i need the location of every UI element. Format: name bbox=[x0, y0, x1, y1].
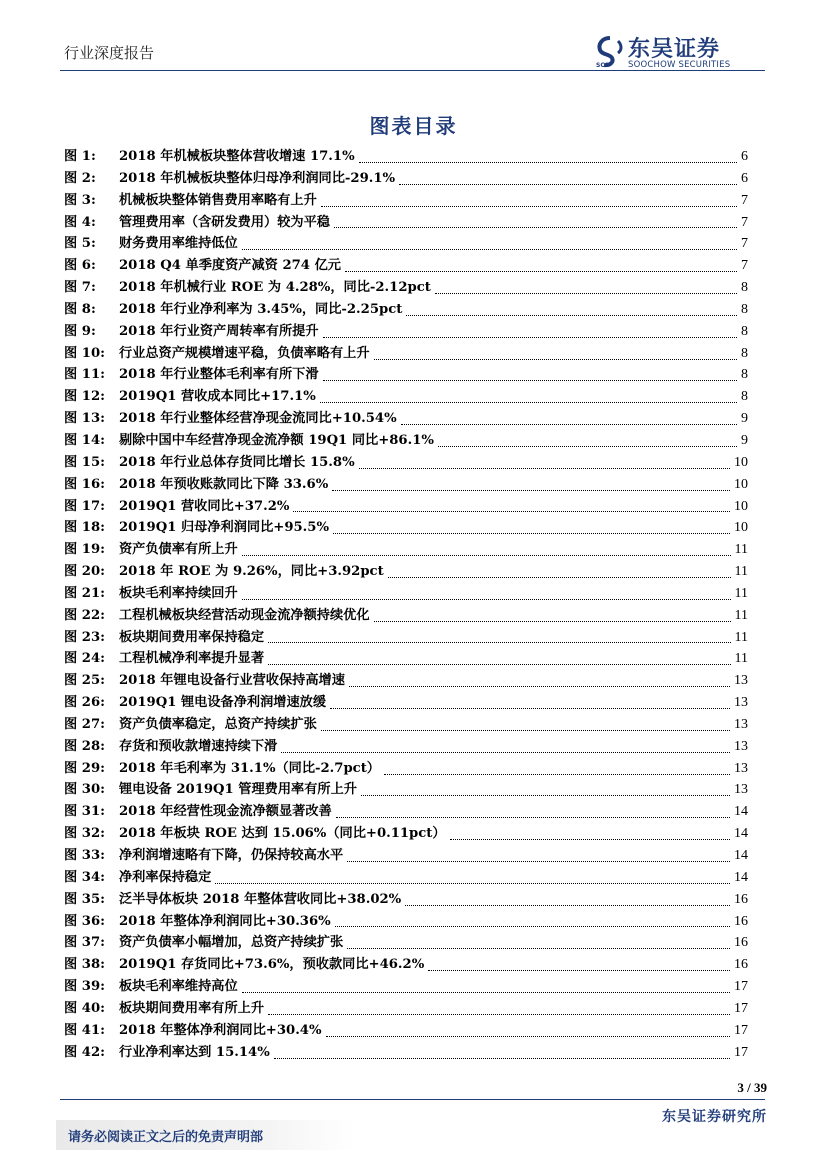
logo-english-name: SOOCHOW SECURITIES bbox=[628, 60, 731, 70]
toc-entry[interactable] bbox=[64, 889, 748, 911]
toc-dot-leader bbox=[242, 546, 731, 556]
toc-entry-title[interactable]: 资产负债率有所上升 bbox=[119, 542, 238, 558]
toc-entry-title[interactable]: 2018 年整体净利润同比+30.36% bbox=[119, 913, 331, 929]
toc-entry-title[interactable]: 2018 年行业整体经营净现金流同比+10.54% bbox=[119, 411, 397, 427]
toc-entry-label: 图 1: bbox=[64, 149, 96, 164]
toc-entry-page[interactable]: 17 bbox=[734, 979, 748, 995]
toc-entry-title[interactable]: 2018 年行业整体毛利率有所下滑 bbox=[119, 367, 319, 383]
toc-entry-page[interactable]: 10 bbox=[734, 476, 748, 492]
toc-entry-title[interactable]: 行业总资产规模增速平稳，负债率略有上升 bbox=[119, 345, 370, 361]
toc-entry-label: 图 11: bbox=[64, 367, 105, 383]
toc-entry-label: 图 6: bbox=[64, 258, 96, 274]
toc-entry[interactable] bbox=[64, 911, 748, 933]
toc-entry[interactable] bbox=[64, 1042, 748, 1064]
toc-entry-title[interactable]: 板块期间费用率有所上升 bbox=[119, 1000, 265, 1016]
toc-entry-page[interactable]: 11 bbox=[734, 542, 748, 558]
toc-entry-page[interactable]: 17 bbox=[734, 1044, 748, 1060]
toc-dot-leader bbox=[268, 1005, 730, 1015]
toc-dot-leader bbox=[242, 983, 730, 993]
toc-entry-page[interactable]: 8 bbox=[741, 280, 748, 296]
toc-entry-title[interactable]: 2018 年机械板块整体归母净利润同比-29.1% bbox=[119, 170, 396, 186]
toc-entry[interactable] bbox=[64, 583, 748, 605]
toc-entry-label: 图 7: bbox=[64, 280, 96, 296]
toc-entry-label: 图 34: bbox=[64, 869, 105, 885]
toc-dot-leader bbox=[374, 612, 731, 622]
toc-entry-title[interactable]: 2018 年行业资产周转率有所提升 bbox=[119, 323, 319, 339]
toc-entry-title[interactable]: 2019Q1 营收成本同比+17.1% bbox=[119, 389, 316, 405]
toc-entry-page[interactable]: 7 bbox=[741, 192, 748, 208]
toc-entry-page[interactable]: 9 bbox=[741, 432, 748, 448]
toc-dot-leader bbox=[450, 830, 730, 840]
toc-dot-leader bbox=[242, 240, 737, 250]
toc-entry-label: 图 32: bbox=[64, 826, 105, 842]
toc-entry-label: 图 15: bbox=[64, 454, 105, 470]
toc-entry-label: 图 16: bbox=[64, 476, 105, 492]
toc-entry-label: 图 22: bbox=[64, 607, 105, 623]
toc-entry-title[interactable]: 2018 年毛利率为 31.1%（同比-2.7pct） bbox=[119, 760, 380, 776]
toc-dot-leader bbox=[323, 328, 737, 338]
toc-entry-title[interactable]: 2019Q1 营收同比+37.2% bbox=[119, 498, 290, 514]
toc-entry-page[interactable]: 13 bbox=[734, 695, 748, 711]
toc-entry-title[interactable]: 板块毛利率持续回升 bbox=[119, 585, 238, 601]
toc-entry[interactable] bbox=[64, 954, 748, 976]
toc-dot-leader bbox=[347, 939, 730, 949]
toc-entry-label: 图 27: bbox=[64, 716, 105, 732]
toc-entry[interactable] bbox=[64, 648, 748, 670]
toc-entry-label: 图 21: bbox=[64, 585, 105, 601]
toc-dot-leader bbox=[281, 743, 730, 753]
toc-dot-leader bbox=[345, 262, 737, 272]
toc-entry-page[interactable]: 10 bbox=[734, 498, 748, 514]
toc-entry-page[interactable]: 8 bbox=[741, 389, 748, 405]
toc-dot-leader bbox=[334, 218, 737, 228]
toc-entry-page[interactable]: 11 bbox=[734, 629, 748, 645]
toc-dot-leader bbox=[359, 459, 730, 469]
toc-entry-page[interactable]: 13 bbox=[734, 782, 748, 798]
toc-dot-leader bbox=[406, 306, 737, 316]
toc-entry[interactable] bbox=[64, 779, 748, 801]
document-type-label: 行业深度报告 bbox=[64, 44, 155, 62]
footer-disclaimer: 请务必阅读正文之后的免责声明部 bbox=[68, 1130, 264, 1145]
toc-entry[interactable] bbox=[64, 168, 748, 190]
toc-entry-title[interactable]: 2018 年经营性现金流净额显著改善 bbox=[119, 804, 332, 820]
toc-entry-title[interactable]: 2018 年行业净利率为 3.45%，同比-2.25pct bbox=[119, 301, 403, 317]
toc-entry-title[interactable]: 财务费用率维持低位 bbox=[119, 236, 238, 252]
toc-entry-label: 图 19: bbox=[64, 542, 105, 558]
toc-entry-page[interactable]: 11 bbox=[734, 607, 748, 623]
toc-dot-leader bbox=[326, 1027, 731, 1037]
toc-entry-label: 图 26: bbox=[64, 695, 105, 711]
toc-entry[interactable] bbox=[64, 517, 748, 539]
toc-dot-leader bbox=[359, 153, 737, 163]
toc-entry-page[interactable]: 11 bbox=[734, 564, 748, 580]
toc-entry-title[interactable]: 工程机械板块经营活动现金流净额持续优化 bbox=[119, 607, 370, 623]
toc-dot-leader bbox=[333, 524, 730, 534]
toc-entry-label: 图 25: bbox=[64, 673, 105, 689]
toc-entry[interactable] bbox=[64, 474, 748, 496]
toc-entry-title[interactable]: 2018 年板块 ROE 达到 15.06%（同比+0.11pct） bbox=[119, 826, 446, 842]
toc-entry-label: 图 3: bbox=[64, 192, 96, 208]
toc-dot-leader bbox=[399, 175, 737, 185]
toc-entry[interactable] bbox=[64, 190, 748, 212]
toc-entry[interactable] bbox=[64, 277, 748, 299]
toc-entry[interactable] bbox=[64, 496, 748, 518]
toc-entry[interactable] bbox=[64, 976, 748, 998]
toc-entry-page[interactable]: 6 bbox=[741, 170, 748, 186]
toc-entry-title[interactable]: 板块期间费用率保持稳定 bbox=[119, 629, 265, 645]
toc-entry[interactable] bbox=[64, 321, 748, 343]
toc-dot-leader bbox=[274, 1049, 730, 1059]
toc-entry-title[interactable]: 净利润增速略有下降，仍保持较高水平 bbox=[119, 848, 344, 863]
toc-dot-leader bbox=[320, 393, 737, 403]
page-number: 3 / 39 bbox=[737, 1080, 767, 1095]
toc-entry-label: 图 9: bbox=[64, 323, 96, 339]
toc-entry-title[interactable]: 资产负债率稳定，总资产持续扩张 bbox=[119, 716, 317, 732]
toc-entry-label: 图 39: bbox=[64, 979, 105, 995]
toc-entry-title[interactable]: 管理费用率（含研发费用）较为平稳 bbox=[119, 214, 330, 230]
toc-entry[interactable] bbox=[64, 539, 748, 561]
toc-entry-label: 图 30: bbox=[64, 782, 105, 798]
toc-entry-title[interactable]: 板块毛利率维持高位 bbox=[119, 979, 238, 995]
logo-mark-text: SCS bbox=[596, 62, 610, 69]
toc-entry-page[interactable]: 13 bbox=[734, 716, 748, 732]
toc-entry-page[interactable]: 8 bbox=[741, 345, 748, 361]
toc-entry-title[interactable]: 工程机械净利率提升显著 bbox=[119, 651, 265, 667]
toc-entry[interactable] bbox=[64, 408, 748, 430]
toc-entry-label: 图 20: bbox=[64, 564, 105, 580]
toc-entry-label: 图 8: bbox=[64, 301, 96, 317]
footer-divider bbox=[60, 1099, 765, 1100]
toc-entry-label: 图 33: bbox=[64, 848, 105, 863]
toc-entry-title[interactable]: 2018 年机械行业 ROE 为 4.28%，同比-2.12pct bbox=[119, 280, 431, 296]
toc-dot-leader bbox=[332, 481, 730, 491]
toc-entry-label: 图 13: bbox=[64, 411, 105, 427]
header-divider bbox=[60, 70, 765, 71]
toc-entry-page[interactable]: 13 bbox=[734, 760, 748, 776]
toc-entry[interactable] bbox=[64, 627, 748, 649]
toc-entry-page[interactable]: 13 bbox=[734, 738, 748, 754]
toc-entry-page[interactable]: 11 bbox=[734, 651, 748, 667]
toc-title: 图表目录 bbox=[369, 114, 458, 138]
toc-entry-label: 图 37: bbox=[64, 935, 105, 951]
toc-entry[interactable] bbox=[64, 605, 748, 627]
toc-dot-leader bbox=[349, 677, 730, 687]
toc-entry-title[interactable]: 存货和预收款增速持续下滑 bbox=[119, 738, 278, 754]
toc-entry[interactable] bbox=[64, 364, 748, 386]
toc-dot-leader bbox=[336, 808, 730, 818]
toc-entry-page[interactable]: 17 bbox=[734, 1022, 748, 1038]
toc-entry-page[interactable]: 16 bbox=[734, 957, 748, 973]
toc-entry-label: 图 28: bbox=[64, 738, 105, 754]
toc-entry-label: 图 24: bbox=[64, 651, 105, 667]
toc-entry-page[interactable]: 10 bbox=[734, 454, 748, 470]
toc-entry-title[interactable]: 2018 年预收账款同比下降 33.6% bbox=[119, 476, 329, 492]
toc-entry-title[interactable]: 2018 年整体净利润同比+30.4% bbox=[119, 1022, 322, 1038]
toc-entry-title[interactable]: 2018 年机械板块整体营收增速 17.1% bbox=[119, 149, 355, 164]
toc-dot-leader bbox=[330, 699, 730, 709]
toc-entry[interactable] bbox=[64, 692, 748, 714]
toc-dot-leader bbox=[347, 852, 730, 862]
toc-entry-label: 图 41: bbox=[64, 1022, 105, 1038]
toc-entry-title[interactable]: 行业净利率达到 15.14% bbox=[119, 1044, 270, 1060]
toc-entry-page[interactable]: 7 bbox=[741, 258, 748, 274]
toc-entry-page[interactable]: 16 bbox=[734, 891, 748, 907]
toc-entry-label: 图 29: bbox=[64, 760, 105, 776]
toc-dot-leader bbox=[268, 633, 730, 643]
toc-entry[interactable] bbox=[64, 452, 748, 474]
toc-entry[interactable] bbox=[64, 146, 748, 168]
toc-dot-leader bbox=[374, 350, 737, 360]
toc-entry[interactable] bbox=[64, 1020, 748, 1042]
toc-entry-page[interactable]: 14 bbox=[734, 869, 748, 885]
toc-entry[interactable] bbox=[64, 823, 748, 845]
toc-entry[interactable] bbox=[64, 714, 748, 736]
toc-entry-title[interactable]: 2019Q1 锂电设备净利润增速放缓 bbox=[119, 695, 327, 711]
toc-entry-title[interactable]: 锂电设备 2019Q1 管理费用率有所上升 bbox=[119, 782, 357, 798]
toc-entry-title[interactable]: 2018 年行业总体存货同比增长 15.8% bbox=[119, 454, 355, 470]
toc-dot-leader bbox=[361, 786, 730, 796]
toc-entry[interactable] bbox=[64, 736, 748, 758]
toc-entry-label: 图 5: bbox=[64, 236, 96, 252]
toc-entry-label: 图 4: bbox=[64, 214, 96, 230]
toc-entry-label: 图 17: bbox=[64, 498, 105, 514]
toc-entry-label: 图 42: bbox=[64, 1044, 105, 1060]
toc-entry-label: 图 10: bbox=[64, 345, 105, 361]
toc-dot-leader bbox=[384, 765, 730, 775]
toc-entry-page[interactable]: 10 bbox=[734, 520, 748, 536]
toc-entry-page[interactable]: 8 bbox=[741, 323, 748, 339]
toc-entry-title[interactable]: 2019Q1 存货同比+73.6%，预收款同比+46.2% bbox=[119, 957, 425, 973]
toc-entry[interactable] bbox=[64, 758, 748, 780]
toc-dot-leader bbox=[323, 371, 737, 381]
toc-entry-label: 图 36: bbox=[64, 913, 105, 929]
toc-entry-label: 图 18: bbox=[64, 520, 105, 536]
logo-chinese-name: 东吴证券 bbox=[628, 37, 721, 62]
toc-entry-title[interactable]: 机械板块整体销售费用率略有上升 bbox=[119, 192, 317, 208]
toc-entry-title[interactable]: 2018 Q4 单季度资产减资 274 亿元 bbox=[119, 258, 341, 274]
toc-entry[interactable] bbox=[64, 561, 748, 583]
toc-entry[interactable] bbox=[64, 212, 748, 234]
toc-entry[interactable] bbox=[64, 998, 748, 1020]
toc-entry-page[interactable]: 16 bbox=[734, 935, 748, 951]
toc-entry-label: 图 12: bbox=[64, 389, 105, 405]
toc-entry[interactable] bbox=[64, 343, 748, 365]
toc-list bbox=[64, 146, 748, 1063]
toc-dot-leader bbox=[401, 415, 737, 425]
toc-entry-label: 图 2: bbox=[64, 170, 96, 186]
toc-entry-label: 图 31: bbox=[64, 804, 105, 820]
toc-entry[interactable] bbox=[64, 932, 748, 954]
toc-entry-title[interactable]: 资产负债率小幅增加，总资产持续扩张 bbox=[119, 935, 344, 951]
toc-entry-page[interactable]: 7 bbox=[741, 214, 748, 230]
toc-dot-leader bbox=[293, 502, 730, 512]
toc-dot-leader bbox=[438, 437, 737, 447]
toc-entry[interactable] bbox=[64, 867, 748, 889]
toc-dot-leader bbox=[268, 655, 730, 665]
toc-entry-page[interactable]: 14 bbox=[734, 804, 748, 820]
toc-entry[interactable] bbox=[64, 670, 748, 692]
toc-dot-leader bbox=[321, 721, 730, 731]
toc-entry-page[interactable]: 9 bbox=[741, 411, 748, 427]
toc-entry-page[interactable]: 11 bbox=[734, 585, 748, 601]
toc-dot-leader bbox=[242, 590, 731, 600]
toc-entry-title[interactable]: 泛半导体板块 2018 年整体营收同比+38.02% bbox=[119, 891, 402, 907]
toc-entry[interactable] bbox=[64, 845, 748, 867]
toc-entry[interactable] bbox=[64, 801, 748, 823]
toc-entry-page[interactable]: 14 bbox=[734, 826, 748, 842]
footer-organization: 东吴证券研究所 bbox=[662, 1109, 767, 1125]
toc-entry-label: 图 35: bbox=[64, 891, 105, 907]
toc-dot-leader bbox=[428, 961, 730, 971]
toc-entry-page[interactable]: 8 bbox=[741, 367, 748, 383]
toc-entry-title[interactable]: 2018 年 ROE 为 9.26%，同比+3.92pct bbox=[119, 564, 384, 580]
toc-dot-leader bbox=[388, 568, 731, 578]
toc-dot-leader bbox=[321, 197, 737, 207]
toc-entry-label: 图 38: bbox=[64, 957, 105, 973]
toc-dot-leader bbox=[435, 284, 737, 294]
toc-dot-leader bbox=[215, 874, 730, 884]
toc-entry-page[interactable]: 17 bbox=[734, 1000, 748, 1016]
toc-dot-leader bbox=[335, 917, 730, 927]
toc-entry[interactable] bbox=[64, 386, 748, 408]
toc-entry-page[interactable]: 16 bbox=[734, 913, 748, 929]
toc-entry-page[interactable]: 6 bbox=[741, 149, 748, 164]
company-logo bbox=[596, 34, 766, 74]
toc-entry[interactable] bbox=[64, 233, 748, 255]
toc-entry-title[interactable]: 净利率保持稳定 bbox=[119, 869, 212, 885]
toc-entry-title[interactable]: 剔除中国中车经营净现金流净额 19Q1 同比+86.1% bbox=[119, 432, 434, 448]
toc-dot-leader bbox=[405, 896, 730, 906]
toc-entry[interactable] bbox=[64, 430, 748, 452]
toc-entry-title[interactable]: 2018 年锂电设备行业营收保持高增速 bbox=[119, 673, 345, 689]
footer-disclaimer-bar bbox=[0, 1120, 827, 1150]
toc-entry-label: 图 40: bbox=[64, 1000, 105, 1016]
toc-entry-label: 图 23: bbox=[64, 629, 105, 645]
toc-entry[interactable] bbox=[64, 299, 748, 321]
toc-entry-label: 图 14: bbox=[64, 432, 105, 448]
toc-entry-title[interactable]: 2019Q1 归母净利润同比+95.5% bbox=[119, 520, 329, 536]
toc-entry-page[interactable]: 8 bbox=[741, 301, 748, 317]
toc-entry[interactable] bbox=[64, 255, 748, 277]
toc-entry-page[interactable]: 7 bbox=[741, 236, 748, 252]
toc-entry-page[interactable]: 14 bbox=[734, 848, 748, 863]
toc-entry-page[interactable]: 13 bbox=[734, 673, 748, 689]
